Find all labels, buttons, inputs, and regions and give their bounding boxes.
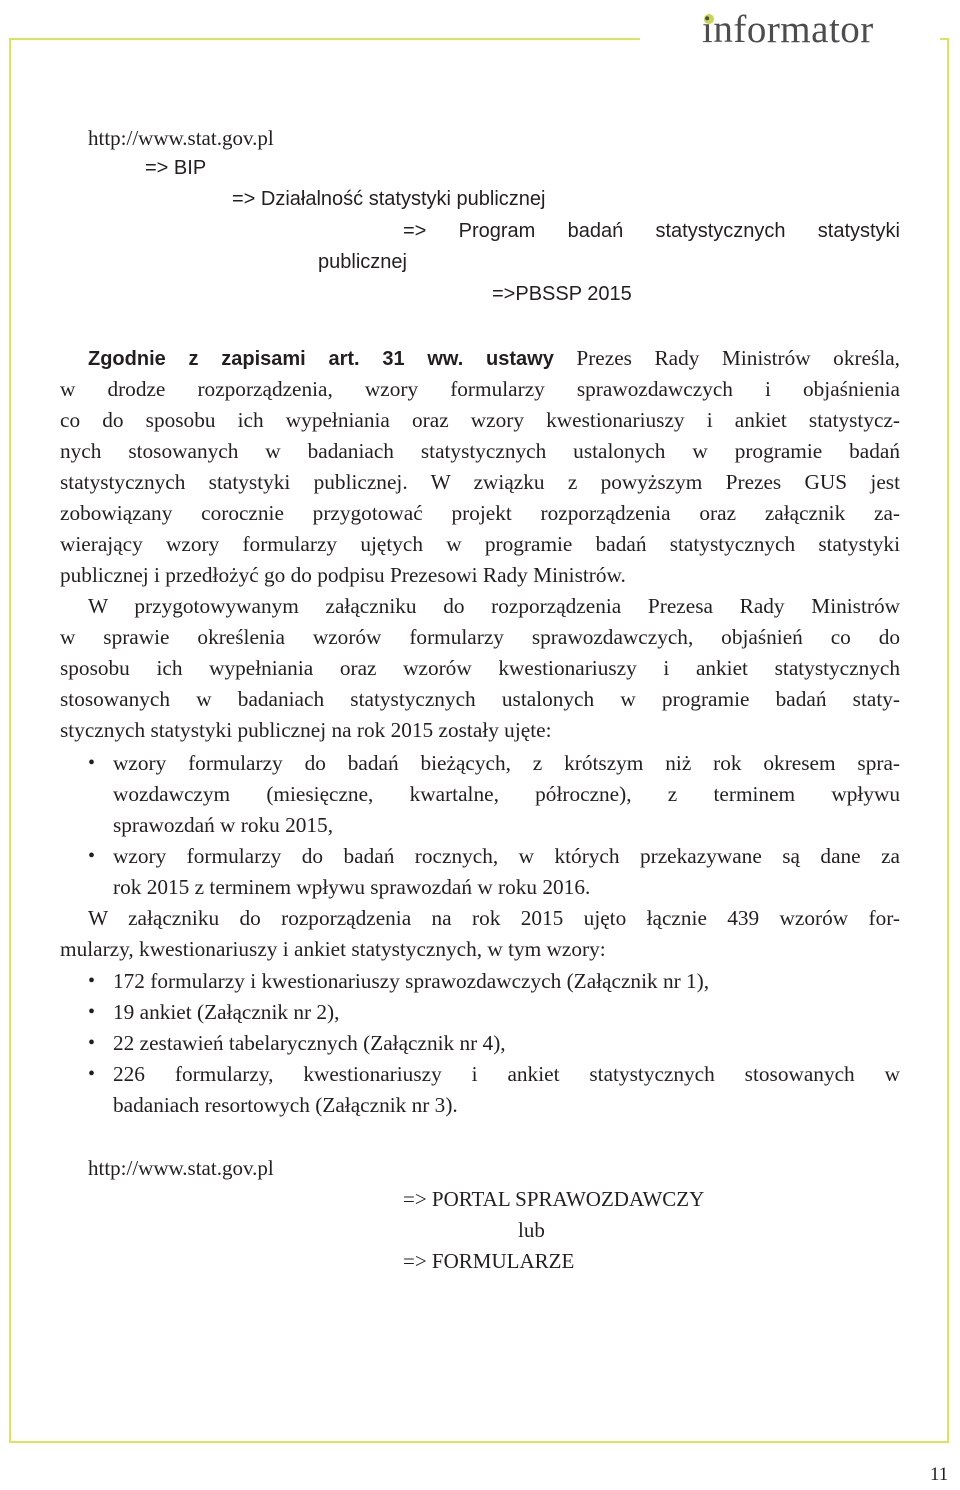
para2-line-2: w sprawie określenia wzorów formularzy sprawozdawczych, objaśnień co do	[60, 625, 900, 649]
para1-bold-lead: Zgodnie z zapisami art. 31 ww. ustawy	[88, 348, 554, 370]
nav-bottom-portal: => PORTAL SPRAWOZDAWCZY	[403, 1187, 705, 1211]
para3-line-1: W załączniku do rozporządzenia na rok 2015 ujęto łącznie 439 wzorów for-	[88, 906, 900, 930]
list2-item-4-line-2: badaniach resortowych (Załącznik nr 3).	[113, 1093, 458, 1117]
nav-top-step-pbssp: =>PBSSP 2015	[492, 283, 632, 305]
list2-bullet-3: •	[88, 1032, 96, 1054]
para1-line-8: publicznej i przedłożyć go do podpisu Prezesowi Rady Ministrów.	[60, 563, 626, 587]
brand-title: informator	[702, 8, 874, 51]
para1-line-4: nych stosowanych w badaniach statystycznych ustalonych w programie badań	[60, 439, 900, 463]
para1-line-3: co do sposobu ich wypełniania oraz wzory kwestionariuszy i ankiet statystycz-	[60, 408, 900, 432]
nav-bottom-or: lub	[518, 1218, 545, 1242]
para1-line-1: Zgodnie z zapisami art. 31 ww. ustawy Prezes Rady Ministrów określa,	[88, 346, 901, 370]
list1-item-2-line-1: wzory formularzy do badań rocznych, w których przekazywane są dane za	[113, 844, 900, 868]
para1-line-2: w drodze rozporządzenia, wzory formularzy sprawozdawczych i objaśnienia	[60, 377, 900, 401]
nav-bottom-formularze: => FORMULARZE	[403, 1249, 575, 1273]
list1-item-1-line-2: wozdawczym (miesięczne, kwartalne, półroczne), z terminem wpływu	[113, 782, 900, 806]
brand-logo	[700, 6, 900, 56]
list2-item-4-line-1: 226 formularzy, kwestionariuszy i ankiet statystycznych stosowanych w	[113, 1062, 900, 1086]
list1-item-1-line-1: wzory formularzy do badań bieżących, z krótszym niż rok okresem spra-	[113, 751, 900, 775]
para2-line-5: stycznych statystyki publicznej na rok 2015 zostały ujęte:	[60, 718, 552, 742]
para1-line-6: zobowiązany corocznie przygotować projekt rozporządzenia oraz załącznik za-	[60, 501, 900, 525]
para3-line-2: mularzy, kwestionariuszy i ankiet statystycznych, w tym wzory:	[60, 937, 606, 961]
list2-bullet-1: •	[88, 970, 96, 992]
nav-top-step-bip: => BIP	[145, 157, 207, 179]
para2-line-1: W przygotowywanym załączniku do rozporządzenia Prezesa Rady Ministrów	[88, 594, 900, 618]
para1-line-5: statystycznych statystyki publicznej. W związku z powyższym Prezes GUS jest	[60, 470, 900, 494]
nav-top-step-program: => Program badań statystycznych statystyki	[403, 220, 900, 242]
nav-top-step-program-cont: publicznej	[318, 251, 407, 273]
nav-top-url[interactable]: http://www.stat.gov.pl	[88, 126, 274, 150]
para2-line-4: stosowanych w badaniach statystycznych ustalonych w programie badań staty-	[60, 687, 900, 711]
list1-bullet-1: •	[88, 752, 96, 774]
page-number: 11	[930, 1464, 949, 1485]
para1-line-7: wierający wzory formularzy ujętych w programie badań statystycznych statystyki	[60, 532, 900, 556]
list2-item-2: 19 ankiet (Załącznik nr 2),	[113, 1000, 340, 1024]
list2-bullet-4: •	[88, 1063, 96, 1085]
list2-item-3: 22 zestawień tabelarycznych (Załącznik nr 4),	[113, 1031, 506, 1055]
list2-item-1: 172 formularzy i kwestionariuszy sprawozdawczych (Załącznik nr 1),	[113, 969, 710, 993]
nav-bottom-url[interactable]: http://www.stat.gov.pl	[88, 1156, 274, 1180]
para2-line-3: sposobu ich wypełniania oraz wzorów kwestionariuszy i ankiet statystycznych	[60, 656, 900, 680]
list1-bullet-2: •	[88, 845, 96, 867]
list1-item-2-line-2: rok 2015 z terminem wpływu sprawozdań w roku 2016.	[113, 875, 591, 899]
nav-top-step-dzialalnosc: => Działalność statystyki publicznej	[232, 188, 546, 210]
list1-item-1-line-3: sprawozdań w roku 2015,	[113, 813, 334, 837]
list2-bullet-2: •	[88, 1001, 96, 1023]
